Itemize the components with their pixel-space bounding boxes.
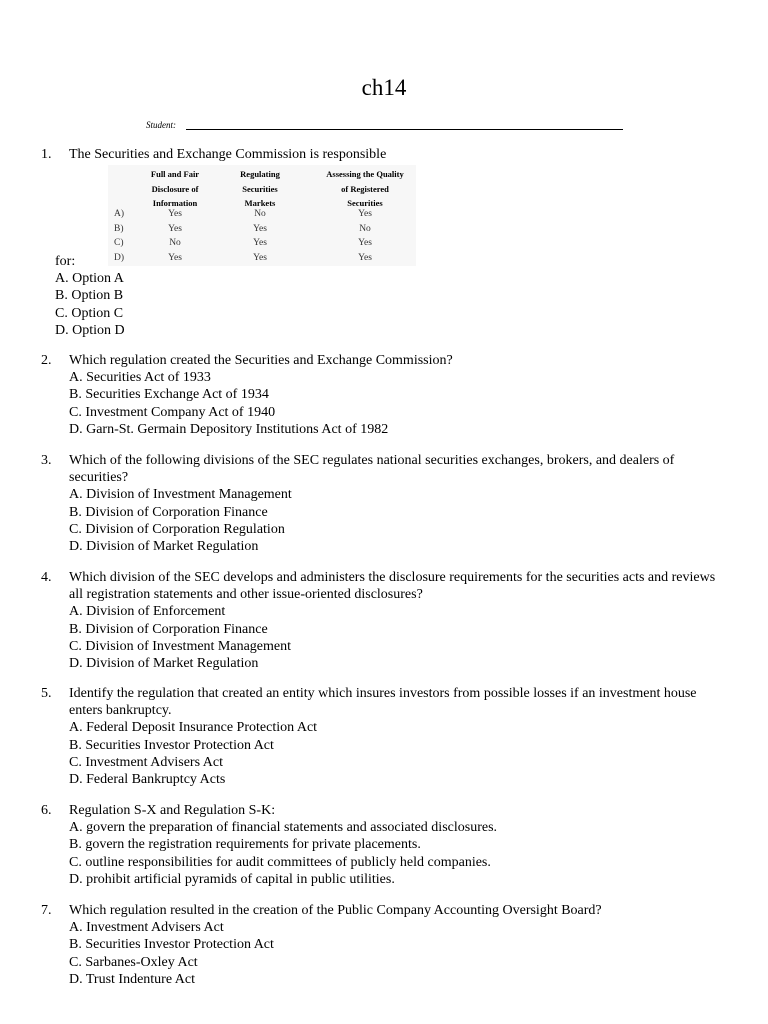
question-number: 3. [41,453,52,468]
answer-table [108,165,416,266]
option-b: B. Securities Investor Protection Act [69,737,274,753]
table-row: C) No Yes Yes [114,238,372,248]
question-number: 4. [41,570,52,585]
question-number: 5. [41,686,52,701]
option-a: A. Division of Enforcement [69,604,226,620]
table-row: A) Yes No Yes [114,209,372,219]
option-d: D. Federal Bankruptcy Acts [69,772,226,788]
page-title: ch14 [361,75,407,100]
question-stem: Which of the following divisions of the SEC regulates national securities exchanges, brokers, and dealers of securities? [69,453,675,486]
table-row: B) Yes Yes No [114,223,371,234]
option-a: A. govern the preparation of financial statements and associated disclosures. [69,820,498,836]
option-a: A. Federal Deposit Insurance Protection Act [69,720,318,736]
option-c: C. outline responsibilities for audit committees of publicly held companies. [69,854,491,870]
option-a: A. Securities Act of 1933 [69,370,211,386]
question-number: 6. [41,803,52,818]
question-number: 1. [41,147,52,162]
question-number: 2. [41,353,52,368]
option-d: D. Garn-St. Germain Depository Institutions Act of 1982 [69,421,389,437]
option-b: B. Securities Investor Protection Act [69,937,274,953]
student-name-line [186,129,623,130]
option-d: D. Option D [55,322,125,338]
option-c: C. Option C [55,305,124,321]
question-stem: The Securities and Exchange Commission is responsible [69,147,387,162]
option-b: B. Division of Corporation Finance [69,621,268,637]
option-d: D. Division of Market Regulation [69,539,259,555]
table-header-disclosure: Full and Fair Disclosure of Information [150,169,200,208]
table-header-regulating: Regulating Securities Markets [240,169,280,208]
table-row: D) Yes Yes Yes [114,252,372,263]
option-d: D. Trust Indenture Act [69,971,195,987]
option-a: A. Division of Investment Management [69,487,292,503]
question-stem: Regulation S-X and Regulation S-K: [69,803,276,818]
option-c: C. Division of Corporation Regulation [69,521,285,537]
option-c: C. Investment Advisers Act [69,754,223,770]
option-b: B. Securities Exchange Act of 1934 [69,387,269,403]
option-b: B. Division of Corporation Finance [69,504,268,520]
question-stem: Which division of the SEC develops and administers the disclosure requirements for the securities acts and reviews all registration statements and other issue-oriented disclosures? [69,570,716,603]
question-stem: Which regulation resulted in the creation of the Public Company Accounting Oversight Board? [69,903,602,918]
question-stem: Identify the regulation that created an entity which insures investors from possible losses if an investment house enters bankruptcy. [69,686,697,719]
option-b: B. Option B [55,288,124,304]
option-b: B. govern the registration requirements for private placements. [69,837,421,853]
question-stem: Which regulation created the Securities and Exchange Commission? [69,353,453,368]
option-c: C. Investment Company Act of 1940 [69,404,276,420]
question-stem-end: for: [55,254,76,269]
option-c: C. Division of Investment Management [69,638,292,654]
option-a: A. Option A [55,271,124,287]
option-d: D. Division of Market Regulation [69,656,259,672]
option-c: C. Sarbanes-Oxley Act [69,954,198,970]
table-header-assessing: Assessing the Quality of Registered Securities [326,169,404,208]
student-label: Student: [146,120,176,130]
question-number: 7. [41,903,52,918]
option-d: D. prohibit artificial pyramids of capital in public utilities. [69,871,395,887]
option-a: A. Investment Advisers Act [69,920,224,936]
